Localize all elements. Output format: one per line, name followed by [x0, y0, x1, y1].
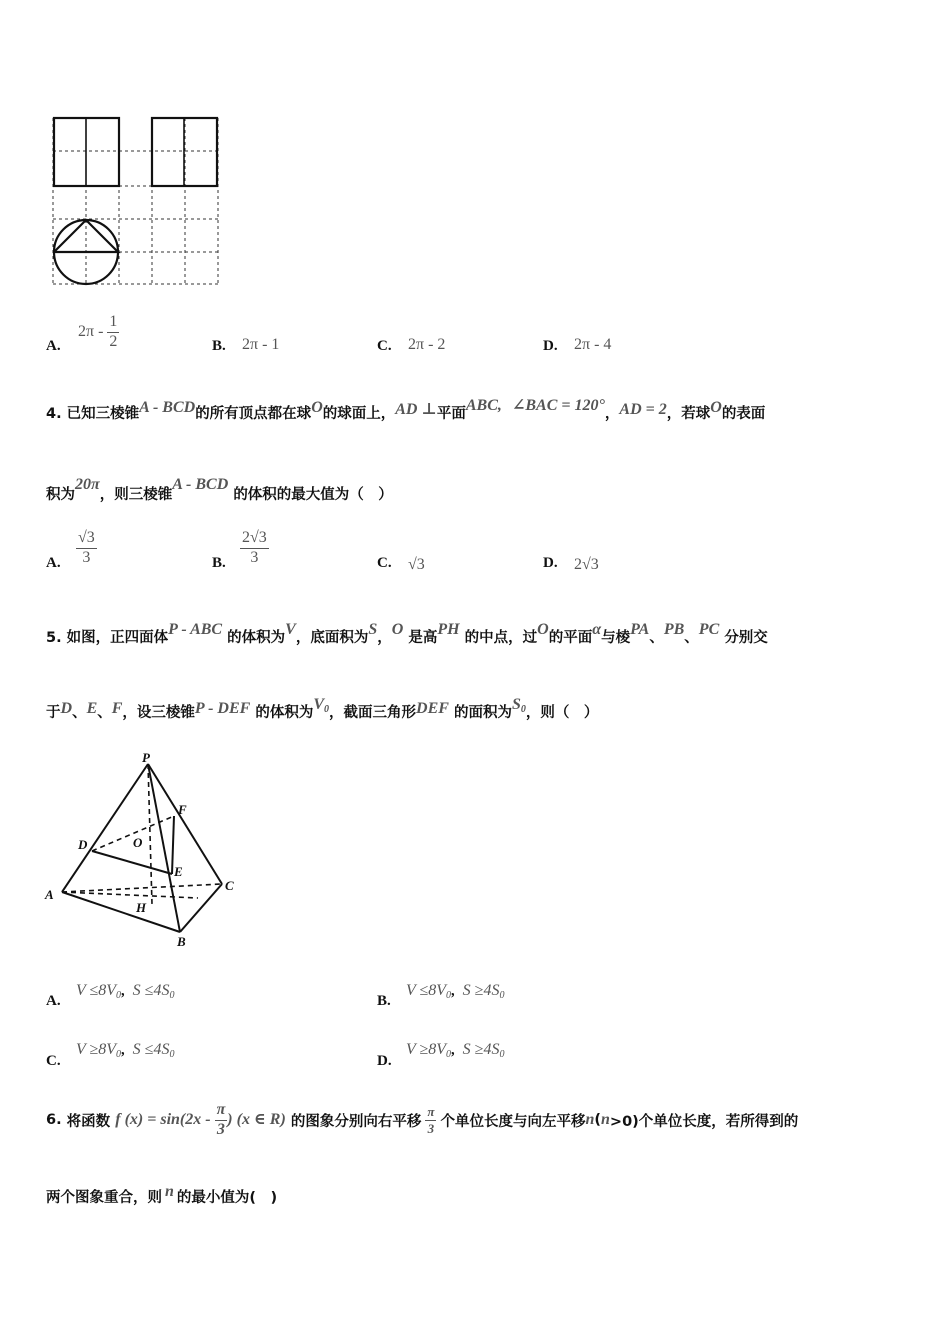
sub: 0: [446, 1049, 452, 1060]
q5-option-b-v: V ≤8V: [406, 982, 447, 999]
q4-math: 20π: [75, 476, 100, 493]
sub: 0: [446, 990, 452, 1001]
q4-text: 平面: [436, 406, 466, 422]
q3-option-a-den: 2: [109, 332, 118, 350]
q5-option-c-value: [76, 1041, 174, 1060]
q5-text: ，设三棱锥: [122, 705, 195, 721]
q4-number: 4.: [46, 406, 62, 422]
q3-option-d-letter: D.: [543, 338, 558, 354]
q5-text: 的体积为: [255, 705, 314, 721]
q6-number: 6.: [46, 1112, 62, 1129]
q4-text: ，若球: [666, 406, 711, 422]
q5-option-c-s: S ≤4S: [132, 1041, 170, 1058]
comma: ,: [451, 983, 455, 999]
q5-number: 5.: [46, 630, 62, 646]
q4-option-a-den: 3: [82, 548, 91, 566]
sub: 0: [169, 990, 175, 1001]
q3-option-b-value: 2π - 1: [242, 336, 280, 353]
q6-text: 两个图象重合，则: [46, 1190, 162, 1206]
q6-shift-three: 3: [427, 1120, 435, 1136]
q5-math: PH: [437, 621, 460, 638]
q4-text: 的所有顶点都在球: [195, 406, 312, 422]
comma: ,: [451, 1042, 455, 1058]
q4-text: 积为: [46, 487, 75, 503]
q6-text: (: [594, 1112, 602, 1129]
label-o: O: [133, 835, 143, 850]
q5-text: 的体积为: [227, 630, 286, 646]
q5-math: O: [391, 621, 404, 638]
q6-text: 的最小值为( ): [176, 1190, 278, 1206]
q6-math-n: n: [585, 1111, 595, 1129]
q4-option-a-letter: A.: [46, 555, 61, 571]
q5-math: O: [537, 621, 549, 638]
q5-stem-line-1: [46, 621, 768, 647]
q5-math: PC: [698, 621, 720, 638]
q5-math: E: [86, 700, 98, 717]
q4-option-b-num: 2√3: [240, 530, 269, 549]
q4-option-a-value: [76, 530, 97, 567]
q3-option-d-value: 2π - 4: [574, 336, 612, 353]
q6-stem-line-1: [46, 1102, 798, 1139]
q4-math: O: [311, 399, 323, 416]
label-f: F: [178, 802, 187, 817]
label-e: E: [174, 864, 183, 879]
q6-shift-pi: π: [427, 1104, 435, 1120]
label-h: H: [136, 900, 147, 915]
q5-option-a-letter: A.: [46, 993, 61, 1009]
q4-text: 的表面: [721, 406, 766, 422]
q6-text: 的图象分别向右平移: [290, 1113, 422, 1130]
q6-function: [115, 1102, 286, 1139]
q5-option-b-s: S ≥4S: [462, 982, 500, 999]
q5-text: 于: [46, 705, 61, 721]
q4-option-a-num: √3: [76, 530, 97, 549]
q5-text: 与棱: [601, 630, 631, 646]
q6-math-n: n: [165, 1183, 174, 1200]
q5-text: ，底面积为: [295, 630, 369, 646]
q5-math: P - DEF: [194, 700, 251, 717]
q3-option-a-pre: 2π -: [78, 322, 108, 340]
label-d: D: [78, 837, 88, 852]
label-c: C: [225, 878, 234, 893]
sub: 0: [169, 1049, 175, 1060]
q5-text: ，截面三角形: [329, 705, 417, 721]
q4-stem-line-1: [46, 397, 766, 423]
q5-text: 、: [72, 705, 87, 721]
q4-text: ，则三棱锥: [99, 487, 173, 503]
q5-text: 的平面: [548, 630, 593, 646]
label-a: A: [45, 887, 54, 902]
q4-math: A - BCD: [139, 399, 196, 416]
q5-text: 的中点，过: [464, 630, 538, 646]
q3-option-c-value: 2π - 2: [408, 336, 446, 353]
q3-option-b-letter: B.: [212, 338, 226, 354]
comma: ,: [121, 983, 125, 999]
q5-math: [512, 696, 526, 713]
q5-text: 是高: [408, 630, 438, 646]
q6-stem-line-2: [46, 1183, 278, 1207]
q5-math-s0: S: [512, 696, 521, 713]
q4-text: ，: [604, 406, 620, 422]
q6-text: 个单位长度与向左平移: [440, 1113, 586, 1130]
q4-math: AD ⊥: [395, 401, 437, 418]
q5-text: 分别交: [724, 630, 768, 646]
q5-math: S: [368, 621, 378, 638]
q4-math: AD = 2: [619, 401, 667, 418]
sub: 0: [116, 990, 122, 1001]
q5-math: V: [285, 621, 296, 638]
q3-option-c-letter: C.: [377, 338, 392, 354]
q5-option-d-v: V ≥8V: [406, 1041, 447, 1058]
q6-domain: (x ∈ R): [236, 1110, 286, 1128]
q5-text: 、: [97, 705, 112, 721]
q4-math: A - BCD: [172, 476, 229, 493]
q5-option-a-value: [76, 982, 174, 1001]
q3-option-a-num: 1: [107, 314, 119, 333]
q6-math-n: n: [601, 1111, 610, 1129]
q6-pi: π: [215, 1102, 228, 1121]
q5-math: P - ABC: [168, 621, 223, 638]
q6-shift: [425, 1105, 436, 1135]
top-view-triangle: [54, 220, 118, 252]
sub: 0: [499, 990, 505, 1001]
q6-function-head: f (x) = sin(2x -: [115, 1110, 215, 1128]
q4-option-b-value: [240, 530, 269, 567]
q4-math: ABC,: [465, 397, 502, 414]
label-p: P: [142, 752, 150, 765]
q5-option-c-letter: C.: [46, 1053, 61, 1069]
q4-option-b-den: 3: [250, 548, 259, 566]
q6-text: 将函数: [66, 1113, 111, 1130]
q5-math: PA: [630, 621, 650, 638]
q5-math: F: [111, 700, 123, 717]
q4-option-d-letter: D.: [543, 555, 558, 571]
q5-text: ，则（ ）: [525, 705, 599, 721]
q4-option-c-value: √3: [408, 556, 425, 573]
q3-option-a-value: [78, 314, 119, 351]
tetrahedron-figure: [40, 752, 245, 952]
q4-text: 的球面上，: [322, 406, 396, 422]
label-b: B: [177, 934, 186, 949]
sub: 0: [116, 1049, 122, 1060]
q4-math: O: [710, 399, 722, 416]
three-view-drawing: [50, 115, 222, 290]
q4-option-d-value: 2√3: [574, 556, 599, 573]
q5-text: ，: [377, 630, 392, 646]
q5-math: D: [60, 700, 73, 717]
q4-text: 已知三棱锥: [66, 406, 140, 422]
q5-option-d-value: [406, 1041, 504, 1060]
q4-stem-line-2: [46, 476, 393, 504]
q5-option-a-v: V ≤8V: [76, 982, 117, 999]
q4-text: 的体积的最大值为（ ）: [233, 487, 393, 503]
q3-option-a-letter: A.: [46, 338, 61, 354]
q5-option-d-letter: D.: [377, 1053, 392, 1069]
q5-math: α: [592, 621, 602, 638]
q5-math: PB: [663, 621, 685, 638]
q6-close-paren: ): [227, 1110, 233, 1128]
q6-text: >0)个单位长度，若所得到的: [609, 1113, 799, 1130]
q5-math-s0-sub: 0: [520, 704, 526, 715]
q5-math-v0-sub: 0: [324, 704, 330, 715]
q5-option-c-v: V ≥8V: [76, 1041, 117, 1058]
q4-option-b-letter: B.: [212, 555, 226, 571]
q5-option-b-letter: B.: [377, 993, 391, 1009]
q5-option-a-s: S ≤4S: [132, 982, 170, 999]
q5-math-v0: V: [313, 696, 325, 713]
q5-text: 如图，正四面体: [66, 630, 169, 646]
comma: ,: [121, 1042, 125, 1058]
q5-option-d-s: S ≥4S: [462, 1041, 500, 1058]
q5-text: 、: [684, 630, 699, 646]
q4-option-c-letter: C.: [377, 555, 392, 571]
q5-text: 的面积为: [454, 705, 513, 721]
q4-math: ∠BAC = 120°: [511, 397, 605, 414]
q5-stem-line-2: [46, 696, 599, 723]
q5-text: 、: [649, 630, 664, 646]
q6-three: 3: [216, 1120, 225, 1138]
q5-option-b-value: [406, 982, 504, 1001]
sub: 0: [499, 1049, 505, 1060]
q5-math: DEF: [416, 700, 449, 717]
q5-math: [313, 696, 329, 713]
